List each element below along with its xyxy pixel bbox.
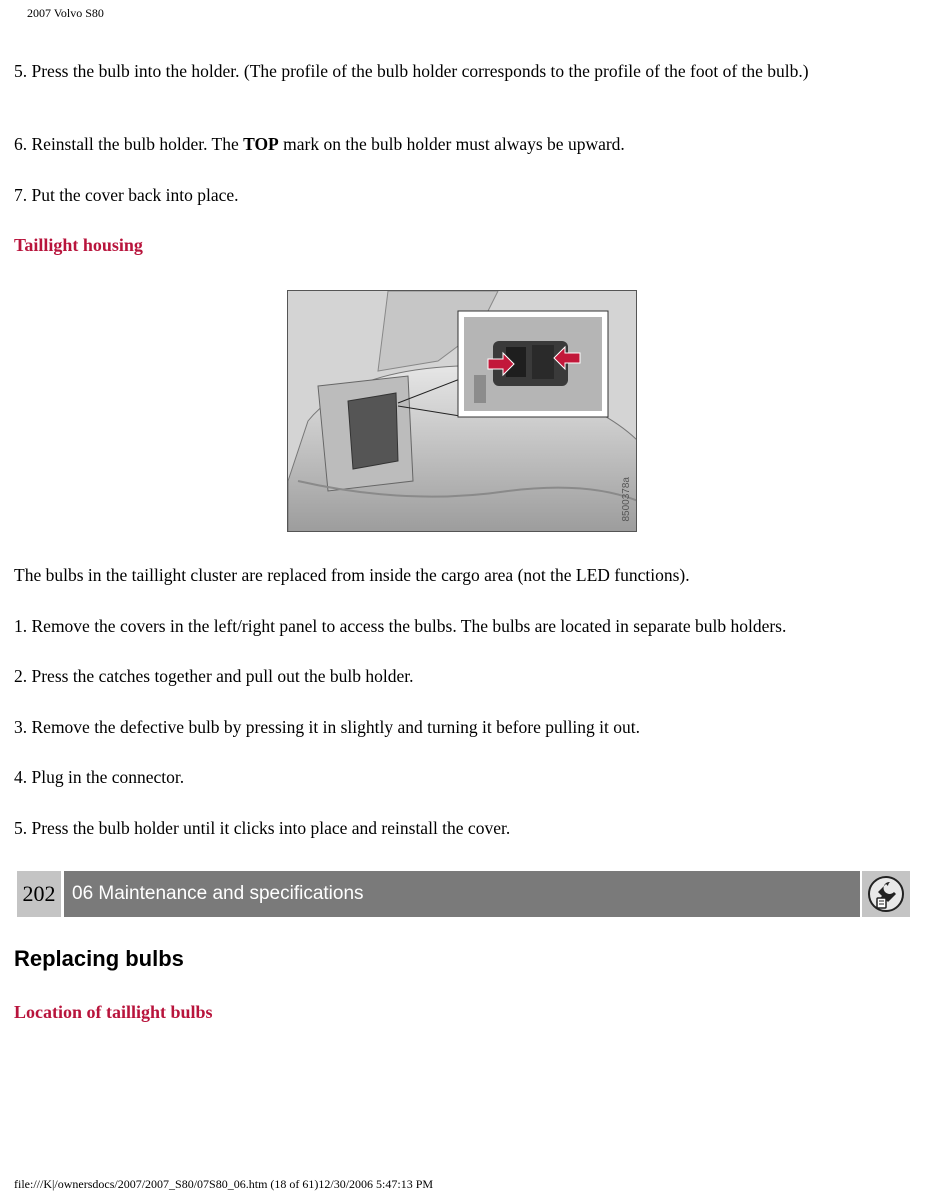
taillight-figure <box>287 290 637 532</box>
step-5-bulb-press: 5. Press the bulb into the holder. (The profile of the bulb holder corresponds to the profile of the foot of the bulb.) <box>14 61 809 81</box>
footer-file-path: file:///K|/ownersdocs/2007/2007_S80/07S80_06.htm (18 of 61)12/30/2006 5:47:13 PM <box>14 1177 434 1191</box>
chapter-icon-box <box>862 871 910 917</box>
location-taillight-bulbs-heading: Location of taillight bulbs <box>14 1002 213 1022</box>
step-6-text-a: 6. Reinstall the bulb holder. The <box>14 134 244 154</box>
taillight-step-3: 3. Remove the defective bulb by pressing it in slightly and turning it before pulling it out. <box>14 717 641 737</box>
car-trunk-illustration <box>288 291 637 532</box>
step-6-bold-top: TOP <box>243 134 279 154</box>
page-number: 202 <box>17 871 61 917</box>
taillight-step-2: 2. Press the catches together and pull out the bulb holder. <box>14 666 414 686</box>
step-6-text-b: mark on the bulb holder must always be upward. <box>278 134 625 154</box>
wrench-icon <box>866 874 906 914</box>
step-7-cover: 7. Put the cover back into place. <box>14 185 239 205</box>
taillight-step-4: 4. Plug in the connector. <box>14 767 185 787</box>
document-title: 2007 Volvo S80 <box>27 6 104 20</box>
step-6-reinstall <box>14 133 625 156</box>
taillight-step-5: 5. Press the bulb holder until it clicks into place and reinstall the cover. <box>14 818 511 838</box>
taillight-intro: The bulbs in the taillight cluster are replaced from inside the cargo area (not the LED functions). <box>14 565 690 585</box>
taillight-housing-heading: Taillight housing <box>14 235 143 255</box>
taillight-step-1: 1. Remove the covers in the left/right panel to access the bulbs. The bulbs are located in separate bulb holders. <box>14 616 787 636</box>
replacing-bulbs-heading: Replacing bulbs <box>14 946 184 971</box>
figure-code: 8500378a <box>621 476 632 521</box>
chapter-title: 06 Maintenance and specifications <box>64 871 860 917</box>
